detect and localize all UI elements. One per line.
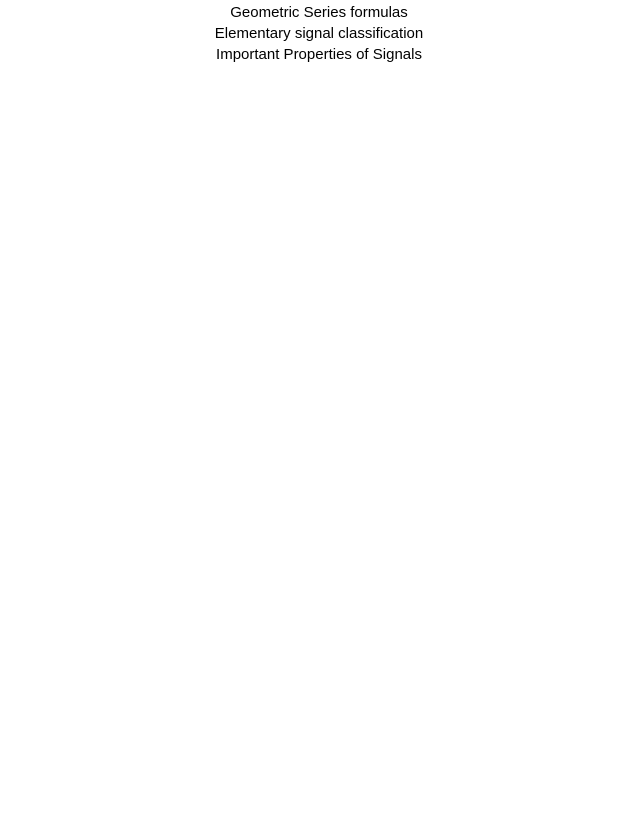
section-title-geometric: Geometric Series formulas xyxy=(230,4,408,21)
section-title-elementary: Elementary signal classification xyxy=(214,25,424,42)
section-title-properties: Important Properties of Signals xyxy=(216,46,422,63)
